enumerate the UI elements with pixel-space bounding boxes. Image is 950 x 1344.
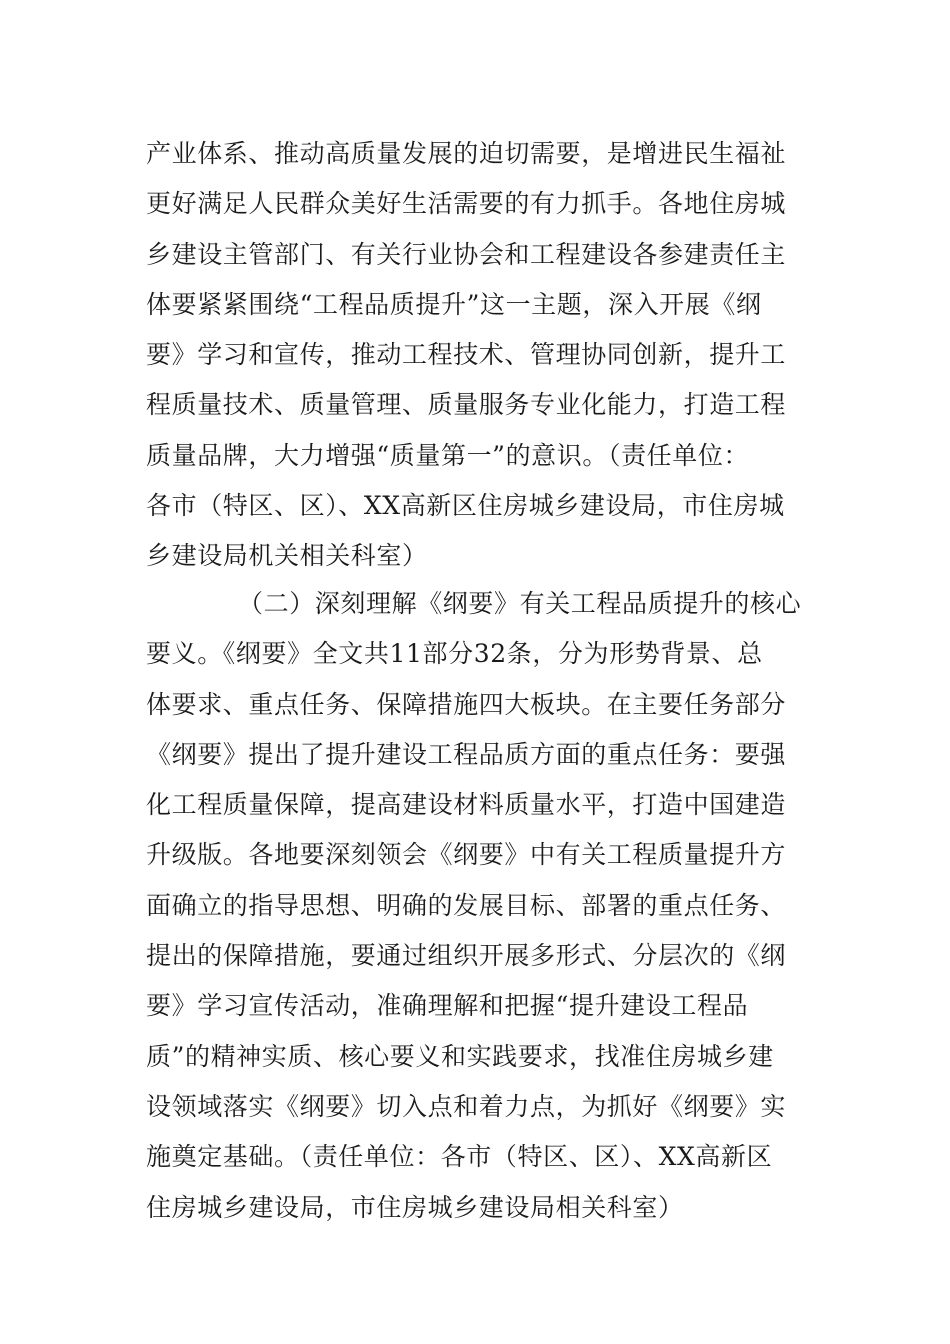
paragraph-line: 化工程质量保障，提高建设材料质量水平，打造中国建造 <box>146 790 787 820</box>
paragraph-line: 设领域落实《纲要》切入点和着力点，为抓好《纲要》实 <box>146 1091 787 1121</box>
paragraph-1 <box>146 129 806 582</box>
paragraph-line: 要义。《纲要》全文共11部分32条，分为形势背景、总 <box>146 639 763 669</box>
paragraph-line: 面确立的指导思想、明确的发展目标、部署的重点任务、 <box>146 890 787 920</box>
paragraph-line: 乡建设局机关相关科室） <box>146 541 428 571</box>
paragraph-line: 各市（特区、区）、XX高新区住房城乡建设局，市住房城 <box>146 491 785 521</box>
paragraph-line: 提出的保障措施，要通过组织开展多形式、分层次的《纲 <box>146 941 787 971</box>
paragraph-line: 质”的精神实质、核心要义和实践要求，找准住房城乡建 <box>146 1041 774 1071</box>
paragraph-line: 住房城乡建设局，市住房城乡建设局相关科室） <box>146 1192 684 1222</box>
paragraph-line: 更好满足人民群众美好生活需要的有力抓手。各地住房城 <box>146 189 787 219</box>
paragraph-line: 体要紧紧围绕“工程品质提升”这一主题，深入开展《纲 <box>146 289 762 319</box>
paragraph-line: 《纲要》提出了提升建设工程品质方面的重点任务：要强 <box>146 739 787 769</box>
paragraph-line: 要》学习和宣传，推动工程技术、管理协同创新，提升工 <box>146 340 787 370</box>
paragraph-line: 质量品牌，大力增强“质量第一”的意识。（责任单位： <box>146 440 750 470</box>
paragraph-line: 乡建设主管部门、有关行业协会和工程建设各参建责任主 <box>146 239 787 269</box>
paragraph-line: 体要求、重点任务、保障措施四大板块。在主要任务部分 <box>146 689 787 719</box>
paragraph-line: 程质量技术、质量管理、质量服务专业化能力，打造工程 <box>146 390 787 420</box>
paragraph-line: 施奠定基础。（责任单位：各市（特区、区）、XX高新区 <box>146 1142 773 1172</box>
paragraph-line: 升级版。各地要深刻领会《纲要》中有关工程质量提升方 <box>146 840 787 870</box>
paragraph-2 <box>146 579 806 1233</box>
paragraph-line: 产业体系、推动高质量发展的迫切需要，是增进民生福祉 <box>146 139 787 168</box>
paragraph-line: 要》学习宣传活动，准确理解和把握“提升建设工程品 <box>146 991 749 1021</box>
section-heading-line: （二）深刻理解《纲要》有关工程品质提升的核心 <box>238 589 802 618</box>
